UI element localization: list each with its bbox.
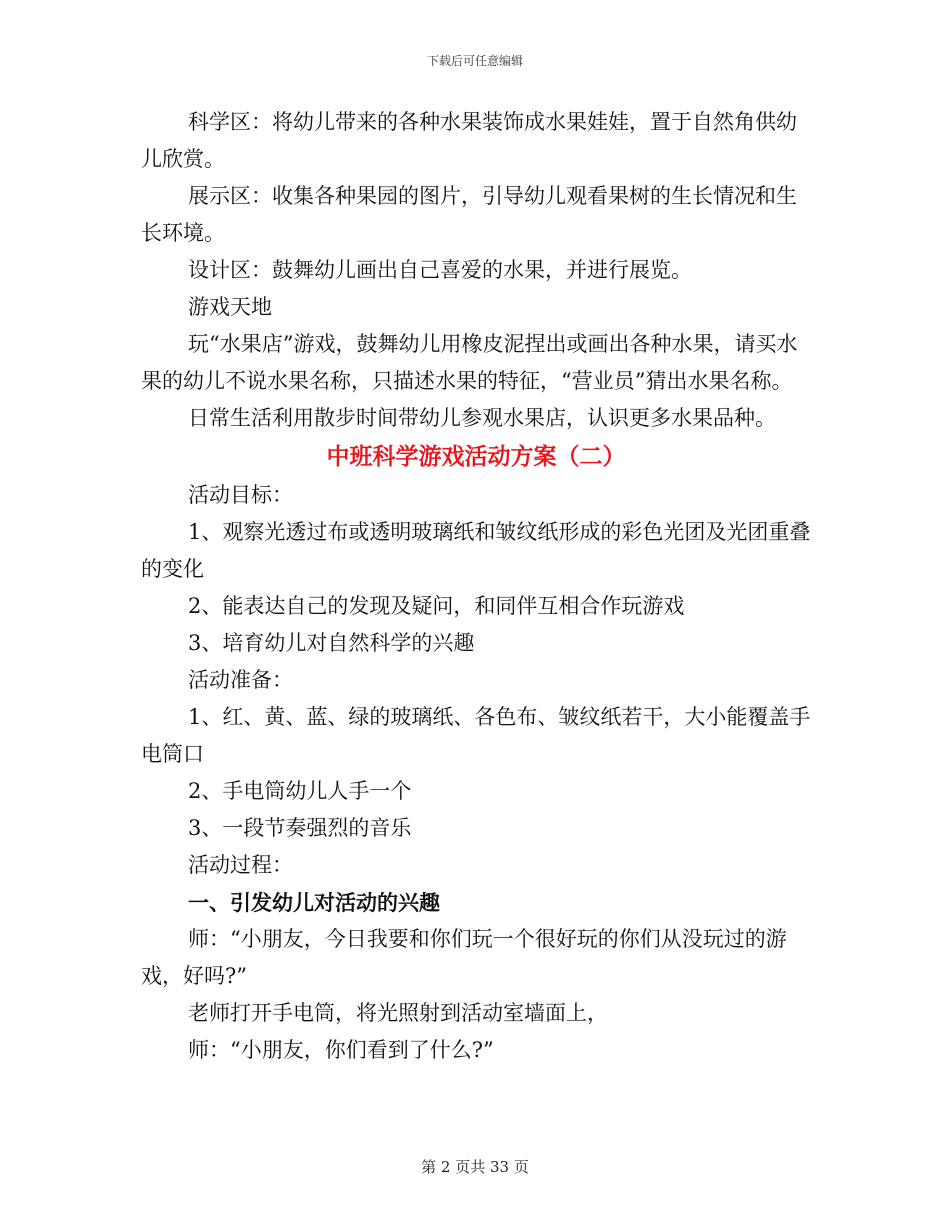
subheading-step-1: 一、引发幼儿对活动的兴趣 — [188, 890, 440, 915]
paragraph-activity-goals-label: 活动目标： — [188, 483, 293, 507]
paragraph-design-area: 设计区：鼓舞幼儿画出自己喜爱的水果，并进行展览。 — [188, 258, 692, 282]
paragraph-goal-1: 1、观察光透过布或透明玻璃纸和皱纹纸形成的彩色光团及光团重叠的变化 — [141, 520, 811, 581]
paragraph-teacher-question: 师：“小朋友，你们看到了什么?” — [188, 1038, 494, 1062]
paragraph-teacher-intro: 师：“小朋友，今日我要和你们玩一个很好玩的你们从没玩过的游戏，好吗?” — [141, 927, 787, 988]
document-body — [141, 104, 811, 1069]
paragraph-goal-3: 3、培育幼儿对自然科学的兴趣 — [188, 631, 475, 655]
paragraph-science-area: 科学区：将幼儿带来的各种水果装饰成水果娃娃，置于自然角供幼儿欣赏。 — [141, 110, 797, 171]
paragraph-process-label: 活动过程： — [188, 853, 293, 877]
page-footer: 第 2 页共 33 页 — [421, 1158, 529, 1176]
paragraph-prep-1: 1、红、黄、蓝、绿的玻璃纸、各色布、皱纹纸若干，大小能覆盖手电筒口 — [141, 705, 811, 766]
paragraph-display-area: 展示区：收集各种果园的图片，引导幼儿观看果树的生长情况和生长环境。 — [141, 184, 797, 245]
paragraph-fruit-shop-game: 玩“水果店”游戏，鼓舞幼儿用橡皮泥捏出或画出各种水果，请买水果的幼儿不说水果名称，只描述水果的特征，“营业员”猜出水果名称。 — [141, 332, 798, 393]
section-title: 中班科学游戏活动方案（二） — [326, 443, 626, 470]
paragraph-teacher-flashlight: 老师打开手电筒，将光照射到活动室墙面上， — [188, 1001, 608, 1025]
page-header: 下载后可任意编辑 — [426, 54, 523, 68]
paragraph-preparation-label: 活动准备： — [188, 668, 293, 692]
paragraph-prep-2: 2、手电筒幼儿人手一个 — [188, 779, 412, 803]
paragraph-daily-life: 日常生活利用散步时间带幼儿参观水果店，认识更多水果品种。 — [188, 406, 776, 430]
paragraph-goal-2: 2、能表达自己的发现及疑问，和同伴互相合作玩游戏 — [188, 594, 685, 618]
paragraph-game-world: 游戏天地 — [188, 295, 272, 319]
paragraph-prep-3: 3、一段节奏强烈的音乐 — [188, 816, 412, 840]
